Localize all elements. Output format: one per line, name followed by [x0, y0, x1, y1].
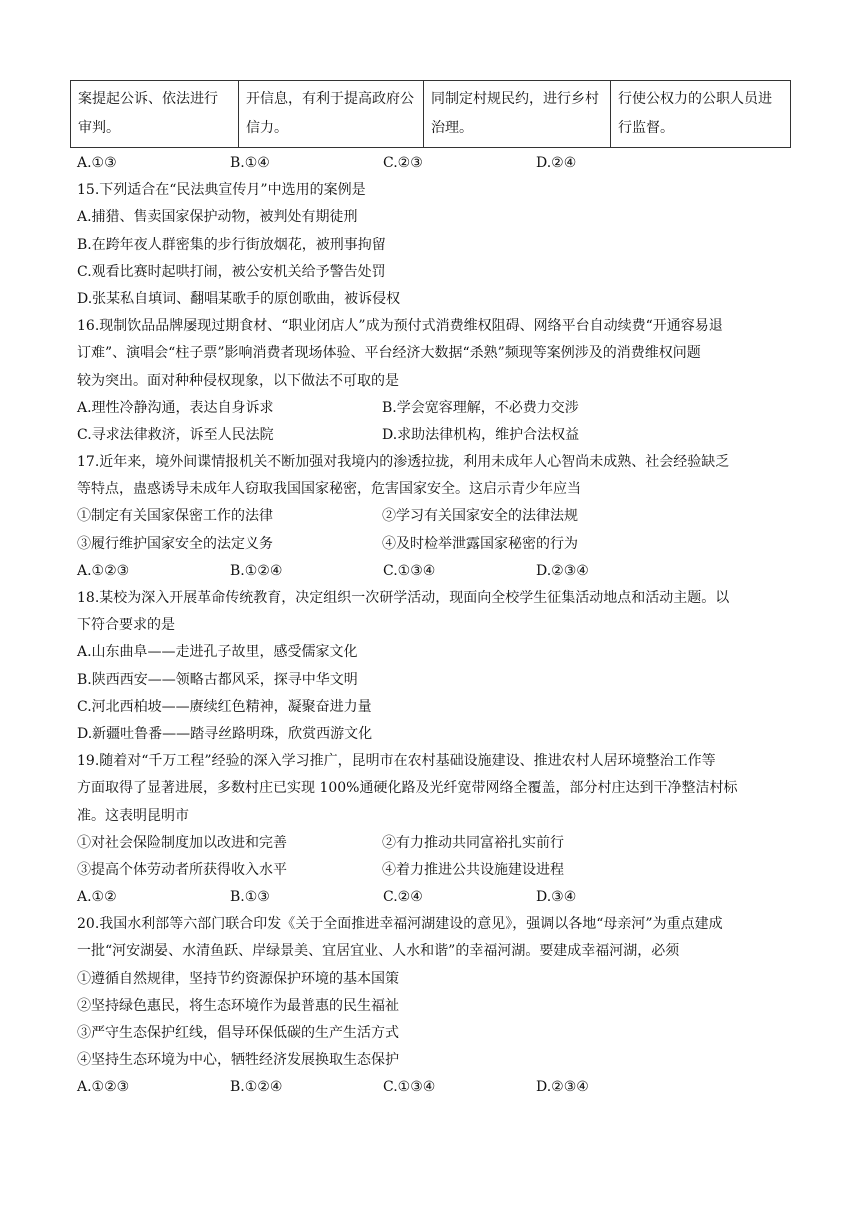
option: A.捕猎、售卖国家保护动物，被判处有期徒刑: [77, 209, 358, 226]
q19-stem-line: 19.随着对“千万工程”经验的深入学习推广，昆明市在农村基础设施建设、推进农村人居环境整治工作等: [77, 753, 716, 770]
option: C.②④: [383, 889, 423, 906]
q19-items-row: [77, 830, 789, 857]
option: D.张某私自填词、翻唱某歌手的原创歌曲，被诉侵权: [77, 290, 401, 307]
option: D.求助法律机构，维护合法权益: [382, 426, 580, 443]
q14-options: [77, 150, 789, 177]
option: C.②③: [383, 155, 423, 171]
q19-stem-line: 准。这表明昆明市: [77, 807, 189, 824]
table-cell: 开信息，有利于提高政府公信力。: [239, 81, 424, 148]
statement-item: ①遵循自然规律，坚持节约资源保护环境的基本国策: [77, 970, 399, 987]
option: B.①④: [230, 155, 270, 171]
statement-item: ④及时检举泄露国家秘密的行为: [382, 535, 578, 552]
statement-item: ④着力推进公共设施建设进程: [382, 861, 564, 878]
option: B.①③: [230, 889, 270, 906]
q17-items-row: [77, 503, 789, 530]
q18-stem-line: 18.某校为深入开展革命传统教育，决定组织一次研学活动，现面向全校学生征集活动地点和活动主题。以: [77, 590, 730, 606]
q20-options: [77, 1074, 789, 1101]
option: D.③④: [536, 889, 577, 906]
statement-item: ②学习有关国家安全的法律法规: [382, 508, 578, 525]
option: A.理性冷静沟通，表达自身诉求: [77, 399, 274, 416]
option: A.山东曲阜——走进孔子故里，感受儒家文化: [77, 644, 358, 661]
q17-stem-line: 17.近年来，境外间谍情报机关不断加强对我境内的渗透拉拢，利用未成年人心智尚未成熟、社会经验缺乏: [77, 454, 730, 471]
table-cell: 同制定村规民约，进行乡村治理。: [424, 81, 611, 148]
option: C.河北西柏坡——赓续红色精神，凝聚奋进力量: [77, 698, 372, 715]
q15-stem: 15.下列适合在“民法典宣传月”中选用的案例是: [77, 182, 366, 199]
statement-item: ④坚持生态环境为中心，牺牲经济发展换取生态保护: [77, 1052, 399, 1069]
option: B.①②④: [230, 562, 283, 579]
statement-item: ①对社会保险制度加以改进和完善: [77, 834, 287, 851]
option: B.学会宽容理解，不必费力交涉: [382, 399, 579, 416]
emphasis-dot-char: 可: [343, 372, 357, 389]
q17-stem-line: 等特点，蛊惑诱导未成年人窃取我国国家秘密，危害国家安全。这启示青少年应当: [77, 481, 581, 498]
stem-text: 较为突出。面对种种侵权现象，以下做法: [77, 372, 329, 389]
q20-stem-line: 一批“河安湖晏、水清鱼跃、岸绿景美、宜居宜业、人水和谐”的幸福河湖。要建成幸福河湖，必须: [77, 943, 680, 960]
q16-stem-line: [77, 368, 789, 395]
option: D.②③④: [536, 562, 589, 579]
option: D.②③④: [536, 1079, 589, 1096]
q16-stem-line: 订难”、演唱会“柱子票”影响消费者现场体验、平台经济大数据“杀熟”频现等案例涉及的消费维权问题: [77, 345, 701, 362]
option: A.①③: [77, 155, 117, 171]
option: C.①③④: [383, 562, 436, 579]
q20-stem-line: 20.我国水利部等六部门联合印发《关于全面推进幸福河湖建设的意见》，强调以各地“母亲河”为重点建成: [77, 916, 723, 933]
option: C.寻求法律救济，诉至人民法院: [77, 426, 274, 443]
option: B.在跨年夜人群密集的步行街放烟花，被刑事拘留: [77, 236, 386, 253]
table-row: [71, 81, 791, 148]
q19-stem-line: 方面取得了显著进展，多数村庄已实现 100%通硬化路及光纤宽带网络全覆盖，部分村庄达到干净整洁村标: [77, 780, 738, 797]
q16-stem-line: 16.现制饮品品牌屡现过期食材、“职业闭店人”成为预付式消费维权阻碍、网络平台自动续费“开通容易退: [77, 318, 723, 335]
option: A.①②③: [77, 562, 130, 579]
option: D.新疆吐鲁番——踏寻丝路明珠，欣赏西游文化: [77, 725, 373, 742]
q16-options-row: [77, 422, 789, 449]
option: D.②④: [536, 155, 577, 171]
option: C.观看比赛时起哄打闹，被公安机关给予警告处罚: [77, 263, 386, 280]
statement-item: ③严守生态保护红线，倡导环保低碳的生产生活方式: [77, 1025, 399, 1041]
option: C.①③④: [383, 1079, 436, 1096]
table-cell: 行使公权力的公职人员进行监督。: [611, 81, 791, 148]
q19-items-row: [77, 857, 789, 884]
statement-item: ②有力推动共同富裕扎实前行: [382, 834, 564, 851]
statement-item: ①制定有关国家保密工作的法律: [77, 508, 273, 525]
emphasis-dot-char: 取: [357, 372, 371, 389]
table-cell: 案提起公诉、依法进行审判。: [71, 81, 239, 148]
q18-stem-line: 下符合要求的是: [77, 617, 175, 634]
option: A.①②: [77, 889, 117, 906]
q17-options: [77, 558, 789, 585]
continued-table: [70, 80, 791, 148]
statement-item: ③提高个体劳动者所获得收入水平: [77, 861, 287, 878]
option: B.①②④: [230, 1079, 283, 1096]
q17-items-row: [77, 531, 789, 558]
option: B.陕西西安——领略古都风采，探寻中华文明: [77, 671, 358, 688]
statement-item: ②坚持绿色惠民，将生态环境作为最普惠的民生福祉: [77, 997, 399, 1014]
statement-item: ③履行维护国家安全的法定义务: [77, 535, 273, 552]
q19-options: [77, 884, 789, 911]
q16-options-row: [77, 395, 789, 422]
stem-text: 的是: [371, 372, 399, 389]
questions: [77, 150, 789, 1102]
option: A.①②③: [77, 1079, 130, 1096]
emphasis-dot-char: 不: [329, 372, 343, 389]
